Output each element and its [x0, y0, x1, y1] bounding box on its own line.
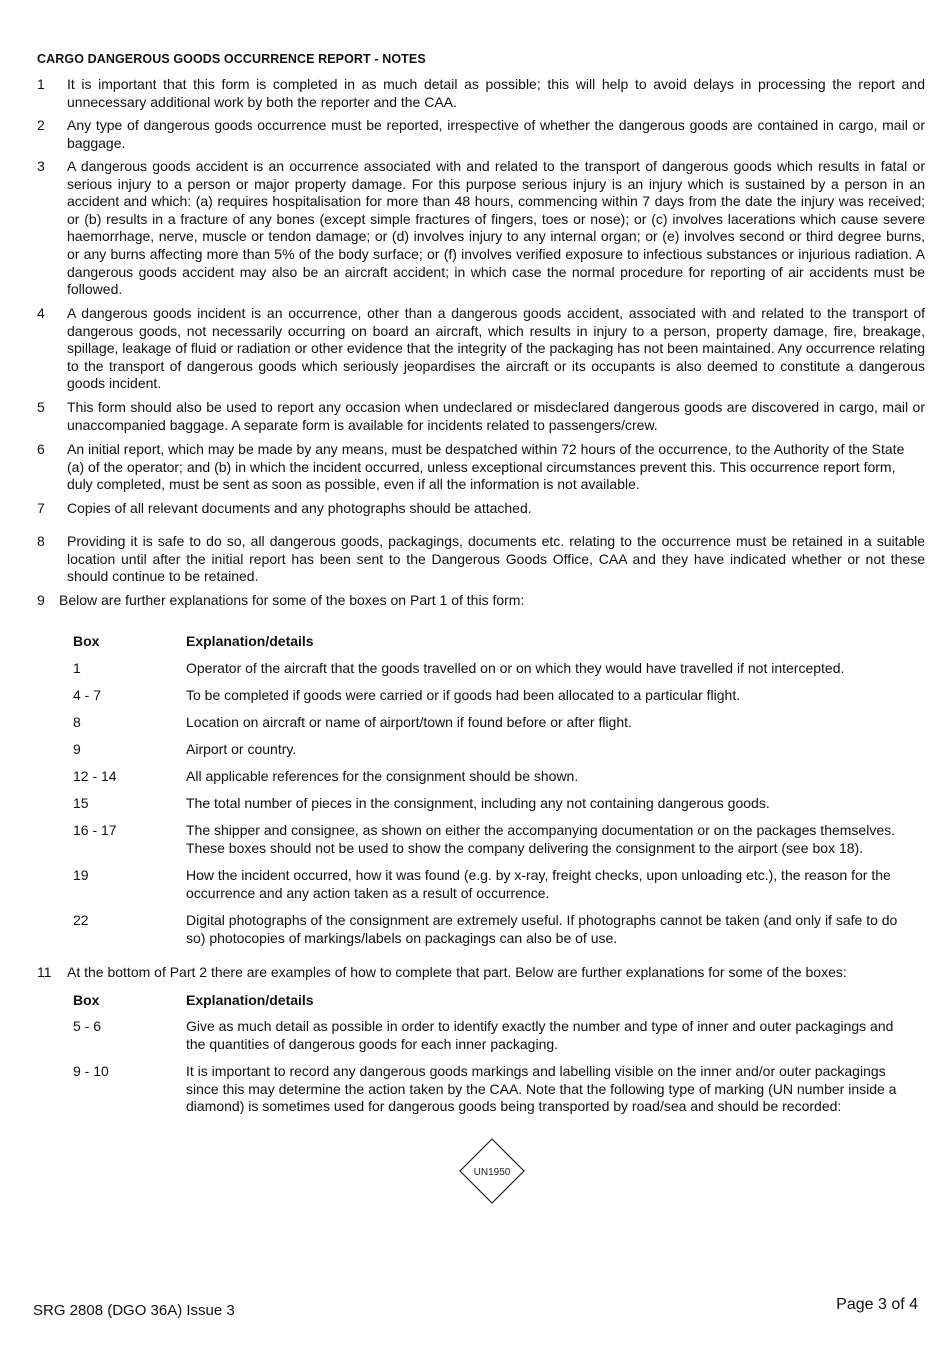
note-text: Copies of all relevant documents and any photographs should be attached. [67, 500, 532, 516]
explanation: To be completed if goods were carried or if goods had been allocated to a particular flight. [186, 687, 741, 703]
note-text: It is important that this form is completed in as much detail as possible; this will help to avoid delays in processing the report and unnecessary additional work by both the reporter and the CAA. [67, 76, 925, 110]
note-text: A dangerous goods accident is an occurrence associated with and related to the transport of dangerous goods which results in fatal or serious injury to a person or major property damage. For this purpose serious injury is an injury which is sustained by a person in an accident and which: (a) requires hospitalisation for more than 48 hours, commencing within 7 days from the date the injury was received; or (b) results in a fracture of any bones (except simple fractures of fingers, toes or nose); or (c) involves lacerations which cause severe haemorrhage, nerve, muscle or tendon damage; or (d) involves injury to any internal organ; or (e) involves second or third degree burns, or any burns affecting more than 5% of the body surface; or (f) involves verified exposure to infectious substances or injurious radiation. A dangerous goods accident may also be an aircraft accident; in which case the normal procedure for reporting of air accidents must be followed. [67, 158, 925, 298]
page-number: Page 3 of 4 [836, 1296, 918, 1313]
note-number: 1 [37, 76, 45, 92]
note-number: 3 [37, 158, 45, 174]
page-title: CARGO DANGEROUS GOODS OCCURRENCE REPORT - NOTES [37, 52, 426, 66]
note-5 [37, 399, 925, 434]
box-number: 8 [73, 714, 81, 730]
note-number: 5 [37, 399, 45, 415]
form-reference: SRG 2808 (DGO 36A) Issue 3 [33, 1302, 235, 1319]
note-11 [37, 964, 925, 982]
box-header: Box [73, 992, 100, 1008]
box-number: 5 - 6 [73, 1018, 102, 1034]
note-number: 4 [37, 305, 45, 321]
note-text: A dangerous goods incident is an occurrence, other than a dangerous goods accident, associated with and related to the transport of dangerous goods, not necessarily occurring on board an aircraft, which results in injury to a person, property damage, fire, breakage, spillage, leakage of fluid or radiation or other evidence that the integrity of the packaging has not been maintained. Any occurrence relating to the transport of dangerous goods which seriously jeopardises the aircraft or its occupants is also deemed to constitute a dangerous goods incident. [67, 305, 925, 392]
box-number: 9 - 10 [73, 1063, 109, 1079]
note-8 [37, 533, 925, 586]
note-text: Below are further explanations for some of the boxes on Part 1 of this form: [59, 592, 525, 608]
note-1 [37, 76, 925, 111]
box-number: 1 [73, 660, 81, 676]
box-number: 22 [73, 912, 89, 928]
diamond-label: UN1950 [473, 1167, 511, 1178]
note-text: Any type of dangerous goods occurrence must be reported, irrespective of whether the dangerous goods are contained in cargo, mail or baggage. [67, 117, 925, 151]
note-text: An initial report, which may be made by any means, must be despatched within 72 hours of the occurrence, to the Authority of the State (a) of the operator; and (b) in which the incident occurred, unless exceptional circumstances prevent this. This occurrence report form, duly completed, must be sent as soon as possible, even if all the information is not available. [67, 441, 905, 493]
box-number: 4 - 7 [73, 687, 102, 703]
note-6 [37, 441, 925, 494]
box-number: 9 [73, 741, 81, 757]
note-number: 6 [37, 441, 45, 457]
explanation: All applicable references for the consignment should be shown. [186, 768, 579, 784]
explanation-header: Explanation/details [186, 633, 314, 649]
note-number: 2 [37, 117, 45, 133]
note-4 [37, 305, 925, 393]
note-text: At the bottom of Part 2 there are examples of how to complete that part. Below are further explanations for some of the boxes: [67, 964, 847, 980]
note-number: 8 [37, 533, 45, 549]
explanation: The shipper and consignee, as shown on either the accompanying documentation or on the packages themselves. These boxes should not be used to show the company delivering the consignment to the airport (see box 18). [186, 822, 895, 856]
explanation: How the incident occurred, how it was found (e.g. by x-ray, freight checks, upon unloading etc.), the reason for the occurrence and any action taken as a result of occurrence. [186, 867, 891, 901]
explanation: It is important to record any dangerous goods markings and labelling visible on the inner and/or outer packagings since this may determine the action taken by the CAA. Note that the following type of marking (UN number inside a diamond) is sometimes used for dangerous goods being transported by road/sea and should be recorded: [186, 1063, 897, 1115]
note-number: 9 [37, 592, 45, 608]
note-number: 7 [37, 500, 45, 516]
note-number: 11 [37, 964, 52, 980]
note-3 [37, 158, 925, 299]
box-number: 15 [73, 795, 89, 811]
note-7 [37, 500, 925, 518]
explanation: Location on aircraft or name of airport/town if found before or after flight. [186, 714, 632, 730]
explanation-header: Explanation/details [186, 992, 314, 1008]
note-text: Providing it is safe to do so, all dangerous goods, packagings, documents etc. relating to the occurrence must be retained in a suitable location until after the initial report has been sent to the Dangerous Goods Office, CAA and they have indicated whether or not these should continue to be retained. [67, 533, 925, 585]
explanation: Give as much detail as possible in order to identify exactly the number and type of inner and outer packagings and the quantities of dangerous goods for each inner packaging. [186, 1018, 894, 1052]
explanation: The total number of pieces in the consignment, including any not containing dangerous goods. [186, 795, 770, 811]
box-number: 16 - 17 [73, 822, 117, 838]
note-text: This form should also be used to report any occasion when undeclared or misdeclared dangerous goods are discovered in cargo, mail or unaccompanied baggage. A separate form is available for incidents related to passengers/crew. [67, 399, 925, 433]
box-header: Box [73, 633, 100, 649]
box-number: 12 - 14 [73, 768, 117, 784]
explanation: Operator of the aircraft that the goods travelled on or on which they would have travelled if not intercepted. [186, 660, 845, 676]
un-number-diamond-icon [458, 1137, 526, 1205]
explanation: Digital photographs of the consignment are extremely useful. If photographs cannot be taken (and only if safe to do so) photocopies of markings/labels on packagings can also be of use. [186, 912, 898, 946]
box-number: 19 [73, 867, 89, 883]
note-9 [37, 592, 925, 610]
note-2 [37, 117, 925, 152]
explanation: Airport or country. [186, 741, 297, 757]
